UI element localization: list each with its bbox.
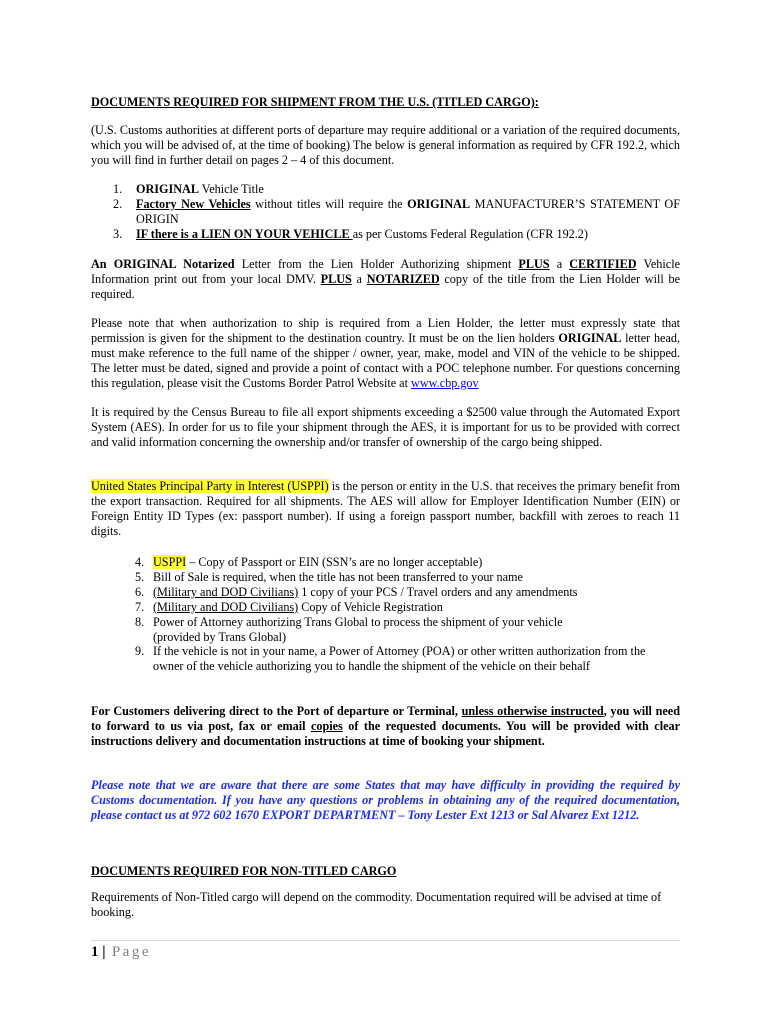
usppi-label: USPPI [153,555,187,569]
customers-text: For Customers delivering direct to the Port of departure or Terminal, [91,704,462,718]
list-item-text: (provided by Trans Global) [153,629,287,644]
list-item-number: 5. [135,569,145,584]
usppi-highlight: United States Principal Party in Interest (USPPI) [91,479,329,493]
cbp-link[interactable]: www.cbp.gov [411,375,479,390]
authorization-paragraph [91,316,680,391]
list-item-text: MANUFACTURER’S STATEMENT OF ORIGIN [136,196,680,226]
list-item [91,182,680,197]
customers-text: , you will need to forward to us via post, fax or email [91,704,680,733]
list-item-text: owner of the vehicle authorizing you to handle the shipment of the vehicle on their behalf [153,659,590,674]
lien-text: a [549,257,570,271]
list-item-underline: (Military and DOD Civilians) [153,584,299,599]
notice-paragraph: Please note that we are aware that there are some States that may have difficulty in providing the required by Customs documentation. If you have any questions or problems in obtaining any of the required documentation, please contact us at 972 602 1670 EXPORT DEPARTMENT – Tony Lester Ext 1213 or Sal Alvarez Ext 1212. [91,778,680,822]
list-item-number: 2. [113,196,123,211]
list-item-text: 1 copy of your PCS / Travel orders and any amendments [298,584,578,599]
lien-plus: PLUS [518,257,550,271]
list-item [91,585,680,600]
lien-notarized: NOTARIZED [366,271,440,286]
lien-paragraph [91,257,680,302]
usppi-text: is the person or entity in the U.S. that receives the primary benefit from the export transaction. Required for all shipments. The AES will allow for Employer Identification Number (EIN) or Foreign Entity ID Types (ex: passport number). If using a foreign passport number, backfill with zeroes to reach 11 digits. [91,479,680,538]
lien-plus: PLUS [320,271,352,286]
list-item-number: 8. [135,614,145,629]
list-item-text: without titles will require the [250,196,408,211]
authorization-text: letter head, must make reference to the full name of the shipper / owner, year, make, model and VIN of the vehicle to be shipped. The letter must be dated, signed and provide a point of contact with a POC telephone number. For questions concerning this regulation, please visit the Customs Border Patrol Website at [91,330,680,390]
required-docs-list [91,555,680,674]
page-footer [91,943,151,961]
list-item-text: Bill of Sale is required, when the title has not been transferred to your name [153,569,523,584]
census-paragraph: It is required by the Census Bureau to file all export shipments exceeding a $2500 value through the Automated Export System (AES). In order for us to file your shipment through the AES, it is important for us to be provided with correct and valid information concerning the ownership and/or transfer of ownership of the cargo being shipped. [91,405,680,449]
list-item-text: Vehicle Title [198,182,264,196]
list-item-underline: (Military and DOD Civilians) [153,599,299,614]
usppi-paragraph [91,479,680,539]
list-item-bold: ORIGINAL [136,182,199,196]
list-item [91,227,680,242]
authorization-bold: ORIGINAL [558,330,622,345]
list-item-number: 9. [135,644,145,659]
lien-certified: CERTIFIED [569,257,637,271]
list-item-number: 4. [135,555,145,569]
list-item-number: 1. [113,182,123,196]
list-item-number: 7. [135,599,145,614]
list-item-text: Power of Attorney authorizing Trans Global to process the shipment of your vehicle [153,614,563,629]
list-item-text: – Copy of Passport or EIN (SSN’s are no longer acceptable) [186,555,483,569]
customers-text: of the requested documents. You will be provided with clear instructions delivery and documentation instructions at time of booking your shipment. [91,718,680,748]
heading-non-titled-cargo: DOCUMENTS REQUIRED FOR NON-TITLED CARGO [91,864,397,878]
lien-text: Letter from the Lien Holder Authorizing shipment [234,257,519,271]
footer-divider [91,940,680,941]
list-item [91,644,680,674]
list-item-bold: ORIGINAL [407,196,471,211]
lien-text: a [351,271,367,286]
customers-paragraph [91,704,680,749]
titled-docs-list [91,182,680,242]
heading-titled-cargo: DOCUMENTS REQUIRED FOR SHIPMENT FROM THE U.S. (TITLED CARGO): [91,95,539,109]
list-item-bold: Factory New Vehicles [136,196,251,211]
list-item-text: Copy of Vehicle Registration [298,599,443,614]
lien-bold-text: An ORIGINAL Notarized [91,257,235,271]
list-item [91,600,680,615]
list-item-number: 6. [135,584,145,599]
authorization-text: Please note that when authorization to ship is required from a Lien Holder, the letter must expressly state that permission is given for the shipment to the destination country. It must be on the lien holders [91,316,680,345]
list-item-bold: IF there is a LIEN ON YOUR VEHICLE [136,226,353,241]
lien-text: Vehicle Information print out from your local DMV. [91,257,680,286]
list-item [91,555,680,570]
page-number: 1 | [91,944,106,960]
customers-underline: copies [310,718,343,733]
list-item [91,197,680,227]
list-item-text: as per Customs Federal Regulation (CFR 192.2) [352,226,588,241]
intro-paragraph: (U.S. Customs authorities at different ports of departure may require additional or a variation of the required documents, which you will be advised of, at the time of booking) The below is general information as required by CFR 192.2, which you will find in further detail on pages 2 – 4 of this document. [91,123,680,167]
list-item [91,570,680,585]
lien-text: copy of the title from the Lien Holder will be required. [91,271,680,301]
page-word: Page [105,944,151,960]
customers-underline: unless otherwise instructed [461,704,604,718]
list-item [91,615,680,645]
list-item-text: If the vehicle is not in your name, a Power of Attorney (POA) or other written authorization from the [153,644,646,659]
non-titled-paragraph: Requirements of Non-Titled cargo will depend on the commodity. Documentation required will be advised at time of booking. [91,890,662,919]
list-item-number: 3. [113,226,123,241]
